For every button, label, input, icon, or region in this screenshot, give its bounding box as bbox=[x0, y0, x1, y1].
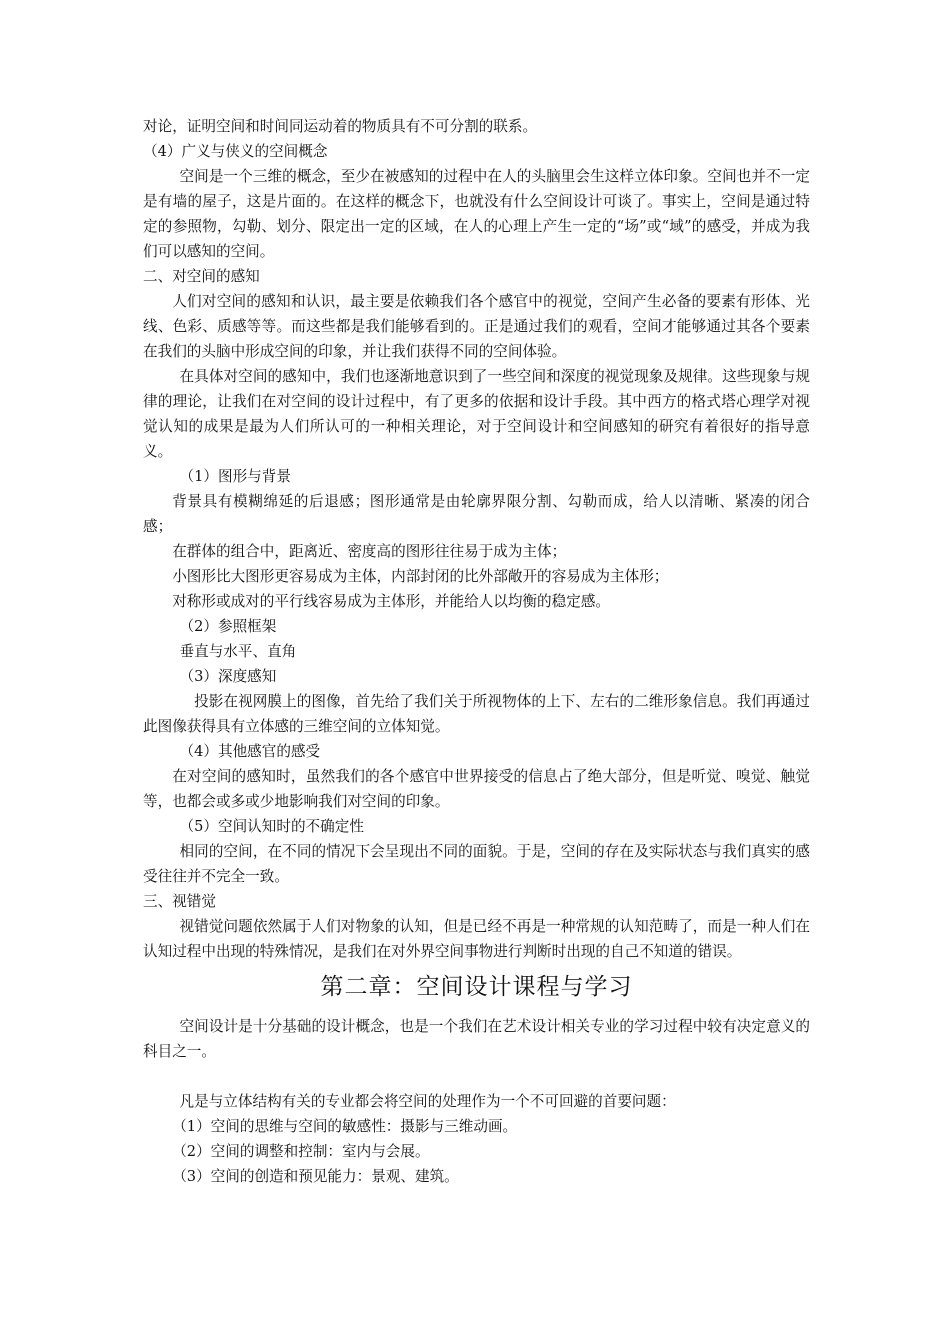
section-body bbox=[143, 114, 810, 964]
paragraph: 三、视错觉 bbox=[143, 893, 216, 910]
paragraph: （2）空间的调整和控制：室内与会展。 bbox=[172, 1143, 430, 1160]
paragraph: 背景具有模糊绵延的后退感；图形通常是由轮廓界限分割、勾勒而成，给人以清晰、紧凑的闭合感； bbox=[143, 493, 810, 535]
paragraph: 在对空间的感知时，虽然我们的各个感官中世界接受的信息占了绝大部分，但是听觉、嗅觉、触觉等，也都会或多或少地影响我们对空间的印象。 bbox=[143, 768, 810, 810]
document-page bbox=[143, 114, 810, 1189]
paragraph: 垂直与水平、直角 bbox=[179, 643, 297, 660]
paragraph: （1）空间的思维与空间的敏感性：摄影与三维动画。 bbox=[172, 1118, 518, 1135]
paragraph: （5）空间认知时的不确定性 bbox=[179, 818, 364, 835]
paragraph: 对称形或成对的平行线容易成为主体形，并能给人以均衡的稳定感。 bbox=[172, 593, 611, 610]
chapter-title: 第二章：空间设计课程与学习 bbox=[320, 974, 633, 1000]
paragraph: （4）其他感官的感受 bbox=[179, 743, 321, 760]
paragraph: 二、对空间的感知 bbox=[143, 268, 260, 285]
paragraph: （1）图形与背景 bbox=[179, 468, 291, 485]
paragraph: 投影在视网膜上的图像，首先给了我们关于所视物体的上下、左右的二维形象信息。我们再通过此图像获得具有立体感的三维空间的立体知觉。 bbox=[143, 693, 810, 735]
paragraph: 空间是一个三维的概念，至少在被感知的过程中在人的头脑里会生这样立体印象。空间也并不一定是有墙的屋子，这是片面的。在这样的概念下，也就没有什么空间设计可谈了。事实上，空间是通过特定的参照物，勾勒、划分、限定出一定的区域，在人的心理上产生一定的“场”或“域”的感受，并成为我们可以感知的空间。 bbox=[143, 168, 810, 260]
paragraph: 人们对空间的感知和认识，最主要是依赖我们各个感官中的视觉，空间产生必备的要素有形体、光线、色彩、质感等等。而这些都是我们能够看到的。正是通过我们的观看，空间才能够通过其各个要素在我们的头脑中形成空间的印象，并让我们获得不同的空间体验。 bbox=[143, 293, 810, 360]
paragraph: 视错觉问题依然属于人们对物象的认知，但是已经不再是一种常规的认知范畴了，而是一种人们在认知过程中出现的特殊情况，是我们在对外界空间事物进行判断时出现的自己不知道的错误。 bbox=[143, 918, 810, 960]
paragraph: （3）空间的创造和预见能力：景观、建筑。 bbox=[172, 1168, 459, 1185]
paragraph bbox=[143, 1064, 810, 1089]
paragraph: 在具体对空间的感知中，我们也逐渐地意识到了一些空间和深度的视觉现象及规律。这些现象与规律的理论，让我们在对空间的设计过程中，有了更多的依据和设计手段。其中西方的格式塔心理学对视觉认知的成果是最为人们所认可的一种相关理论，对于空间设计和空间感知的研究有着很好的指导意义。 bbox=[143, 368, 810, 460]
paragraph: 凡是与立体结构有关的专业都会将空间的处理作为一个不可回避的首要问题： bbox=[179, 1093, 676, 1110]
paragraph: 对论，证明空间和时间同运动着的物质具有不可分割的联系。 bbox=[143, 118, 538, 135]
paragraph: 小图形比大图形更容易成为主体，内部封闭的比外部敞开的容易成为主体形； bbox=[172, 568, 669, 585]
chapter-body bbox=[143, 1014, 810, 1189]
paragraph: （3）深度感知 bbox=[179, 668, 277, 685]
paragraph: 空间设计是十分基础的设计概念，也是一个我们在艺术设计相关专业的学习过程中较有决定意义的科目之一。 bbox=[143, 1018, 810, 1060]
paragraph: 在群体的组合中，距离近、密度高的图形往往易于成为主体； bbox=[172, 543, 567, 560]
paragraph: 相同的空间，在不同的情况下会呈现出不同的面貌。于是，空间的存在及实际状态与我们真实的感受往往并不完全一致。 bbox=[143, 843, 810, 885]
paragraph: （4）广义与侠义的空间概念 bbox=[143, 143, 328, 160]
paragraph: （2）参照框架 bbox=[179, 618, 277, 635]
